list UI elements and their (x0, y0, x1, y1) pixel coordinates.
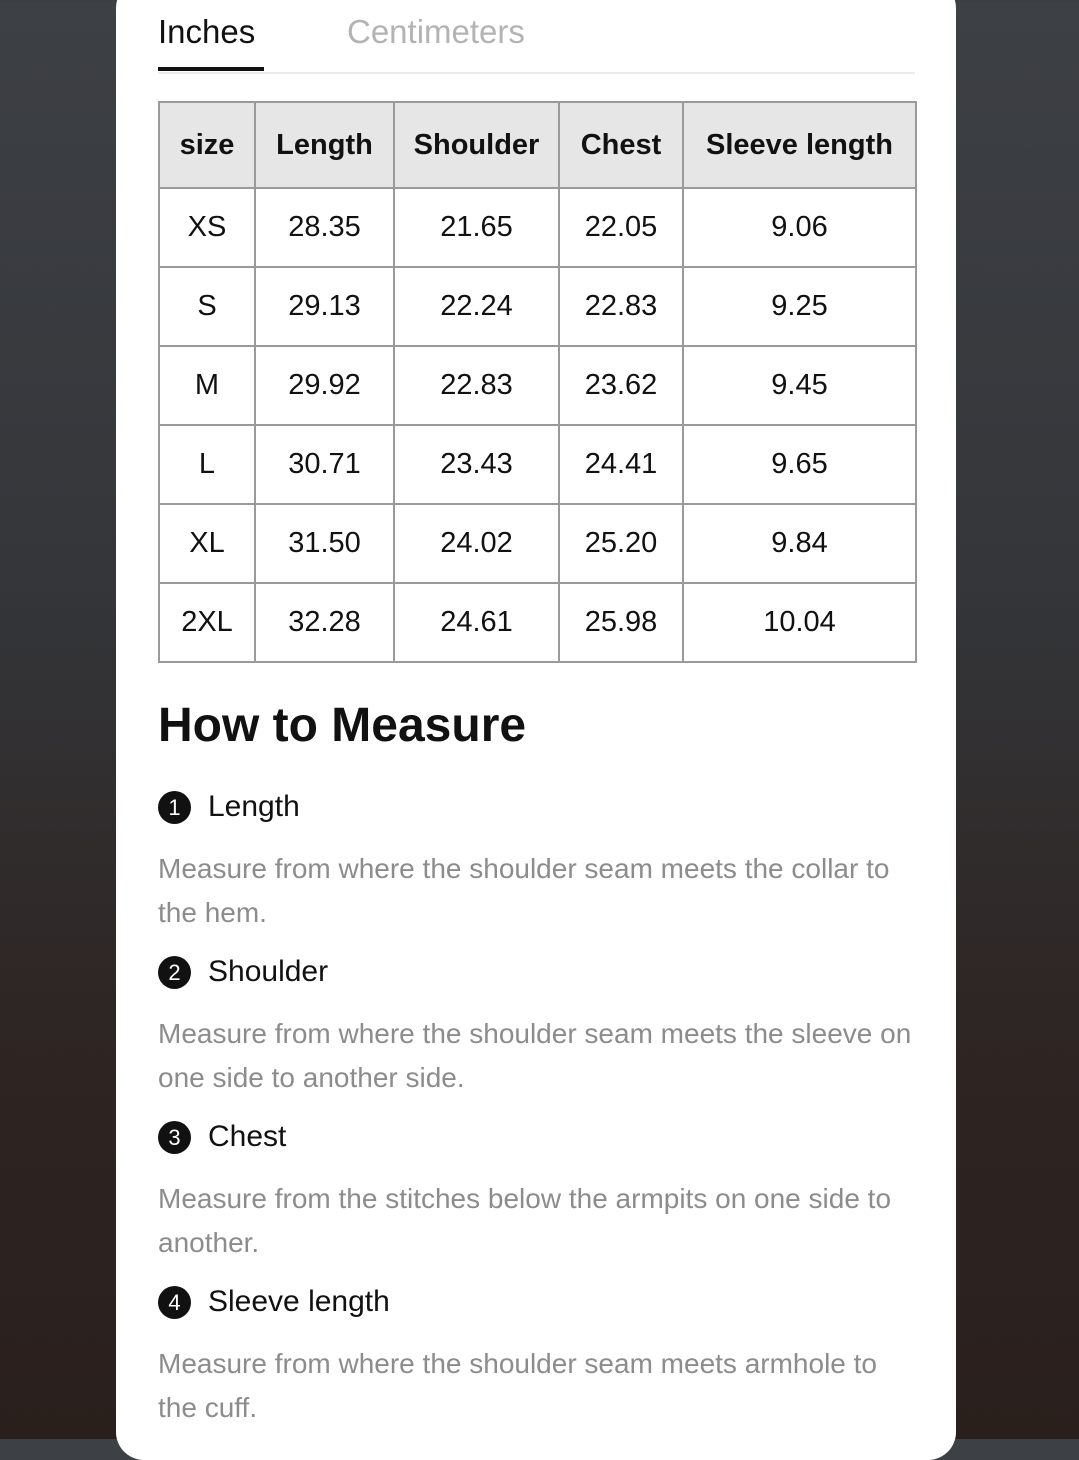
size-chart-table (158, 101, 917, 663)
unit-tabs (158, 0, 915, 74)
cell-shoulder: 22.24 (394, 267, 559, 346)
cell-shoulder: 24.61 (394, 583, 559, 662)
cell-size: S (159, 267, 255, 346)
cell-chest: 22.05 (559, 188, 683, 267)
tab-inches[interactable]: Inches (158, 13, 256, 50)
cell-shoulder: 21.65 (394, 188, 559, 267)
cell-size: XL (159, 504, 255, 583)
cell-shoulder: 24.02 (394, 504, 559, 583)
measure-step-sleeve-length (158, 1282, 915, 1430)
cell-length: 31.50 (255, 504, 394, 583)
step-heading (158, 787, 915, 827)
cell-length: 29.92 (255, 346, 394, 425)
table-row (159, 583, 916, 662)
step-number-badge: 1 (158, 791, 191, 824)
cell-sleeve-length: 9.06 (683, 188, 916, 267)
cell-shoulder: 23.43 (394, 425, 559, 504)
cell-length: 28.35 (255, 188, 394, 267)
step-label: Shoulder (208, 955, 329, 988)
step-label: Chest (208, 1120, 287, 1153)
cell-sleeve-length: 9.45 (683, 346, 916, 425)
cell-chest: 24.41 (559, 425, 683, 504)
step-description: Measure from the stitches below the armpits on one side to another. (158, 1183, 892, 1258)
cell-chest: 25.98 (559, 583, 683, 662)
table-row (159, 188, 916, 267)
how-to-measure-title: How to Measure (158, 699, 527, 752)
step-description: Measure from where the shoulder seam meets armhole to the cuff. (158, 1348, 877, 1423)
cell-size: XS (159, 188, 255, 267)
step-heading (158, 1282, 915, 1322)
table-header-row (159, 102, 916, 188)
cell-length: 32.28 (255, 583, 394, 662)
table-row (159, 504, 916, 583)
table-row (159, 425, 916, 504)
cell-length: 29.13 (255, 267, 394, 346)
table-row (159, 267, 916, 346)
header-shoulder: Shoulder (394, 102, 559, 188)
step-description: Measure from where the shoulder seam meets the collar to the hem. (158, 853, 890, 928)
cell-length: 30.71 (255, 425, 394, 504)
step-number-badge: 4 (158, 1286, 191, 1319)
step-heading (158, 1117, 915, 1157)
table-row (159, 346, 916, 425)
step-number-badge: 2 (158, 956, 191, 989)
cell-chest: 22.83 (559, 267, 683, 346)
step-label: Sleeve length (208, 1285, 390, 1318)
cell-sleeve-length: 9.25 (683, 267, 916, 346)
cell-sleeve-length: 9.84 (683, 504, 916, 583)
step-label: Length (208, 790, 300, 823)
header-length: Length (255, 102, 394, 188)
step-heading (158, 952, 915, 992)
cell-chest: 25.20 (559, 504, 683, 583)
cell-size: M (159, 346, 255, 425)
step-description: Measure from where the shoulder seam meets the sleeve on one side to another side. (158, 1018, 912, 1093)
header-chest: Chest (559, 102, 683, 188)
cell-size: 2XL (159, 583, 255, 662)
measure-step-chest (158, 1117, 915, 1265)
cell-shoulder: 22.83 (394, 346, 559, 425)
step-number-badge: 3 (158, 1121, 191, 1154)
cell-sleeve-length: 10.04 (683, 583, 916, 662)
header-size: size (159, 102, 255, 188)
measure-step-length (158, 787, 915, 935)
cell-size: L (159, 425, 255, 504)
cell-chest: 23.62 (559, 346, 683, 425)
active-tab-indicator (158, 67, 264, 71)
header-sleeve-length: Sleeve length (683, 102, 916, 188)
cell-sleeve-length: 9.65 (683, 425, 916, 504)
tab-centimeters[interactable]: Centimeters (347, 13, 525, 50)
measure-step-shoulder (158, 952, 915, 1100)
